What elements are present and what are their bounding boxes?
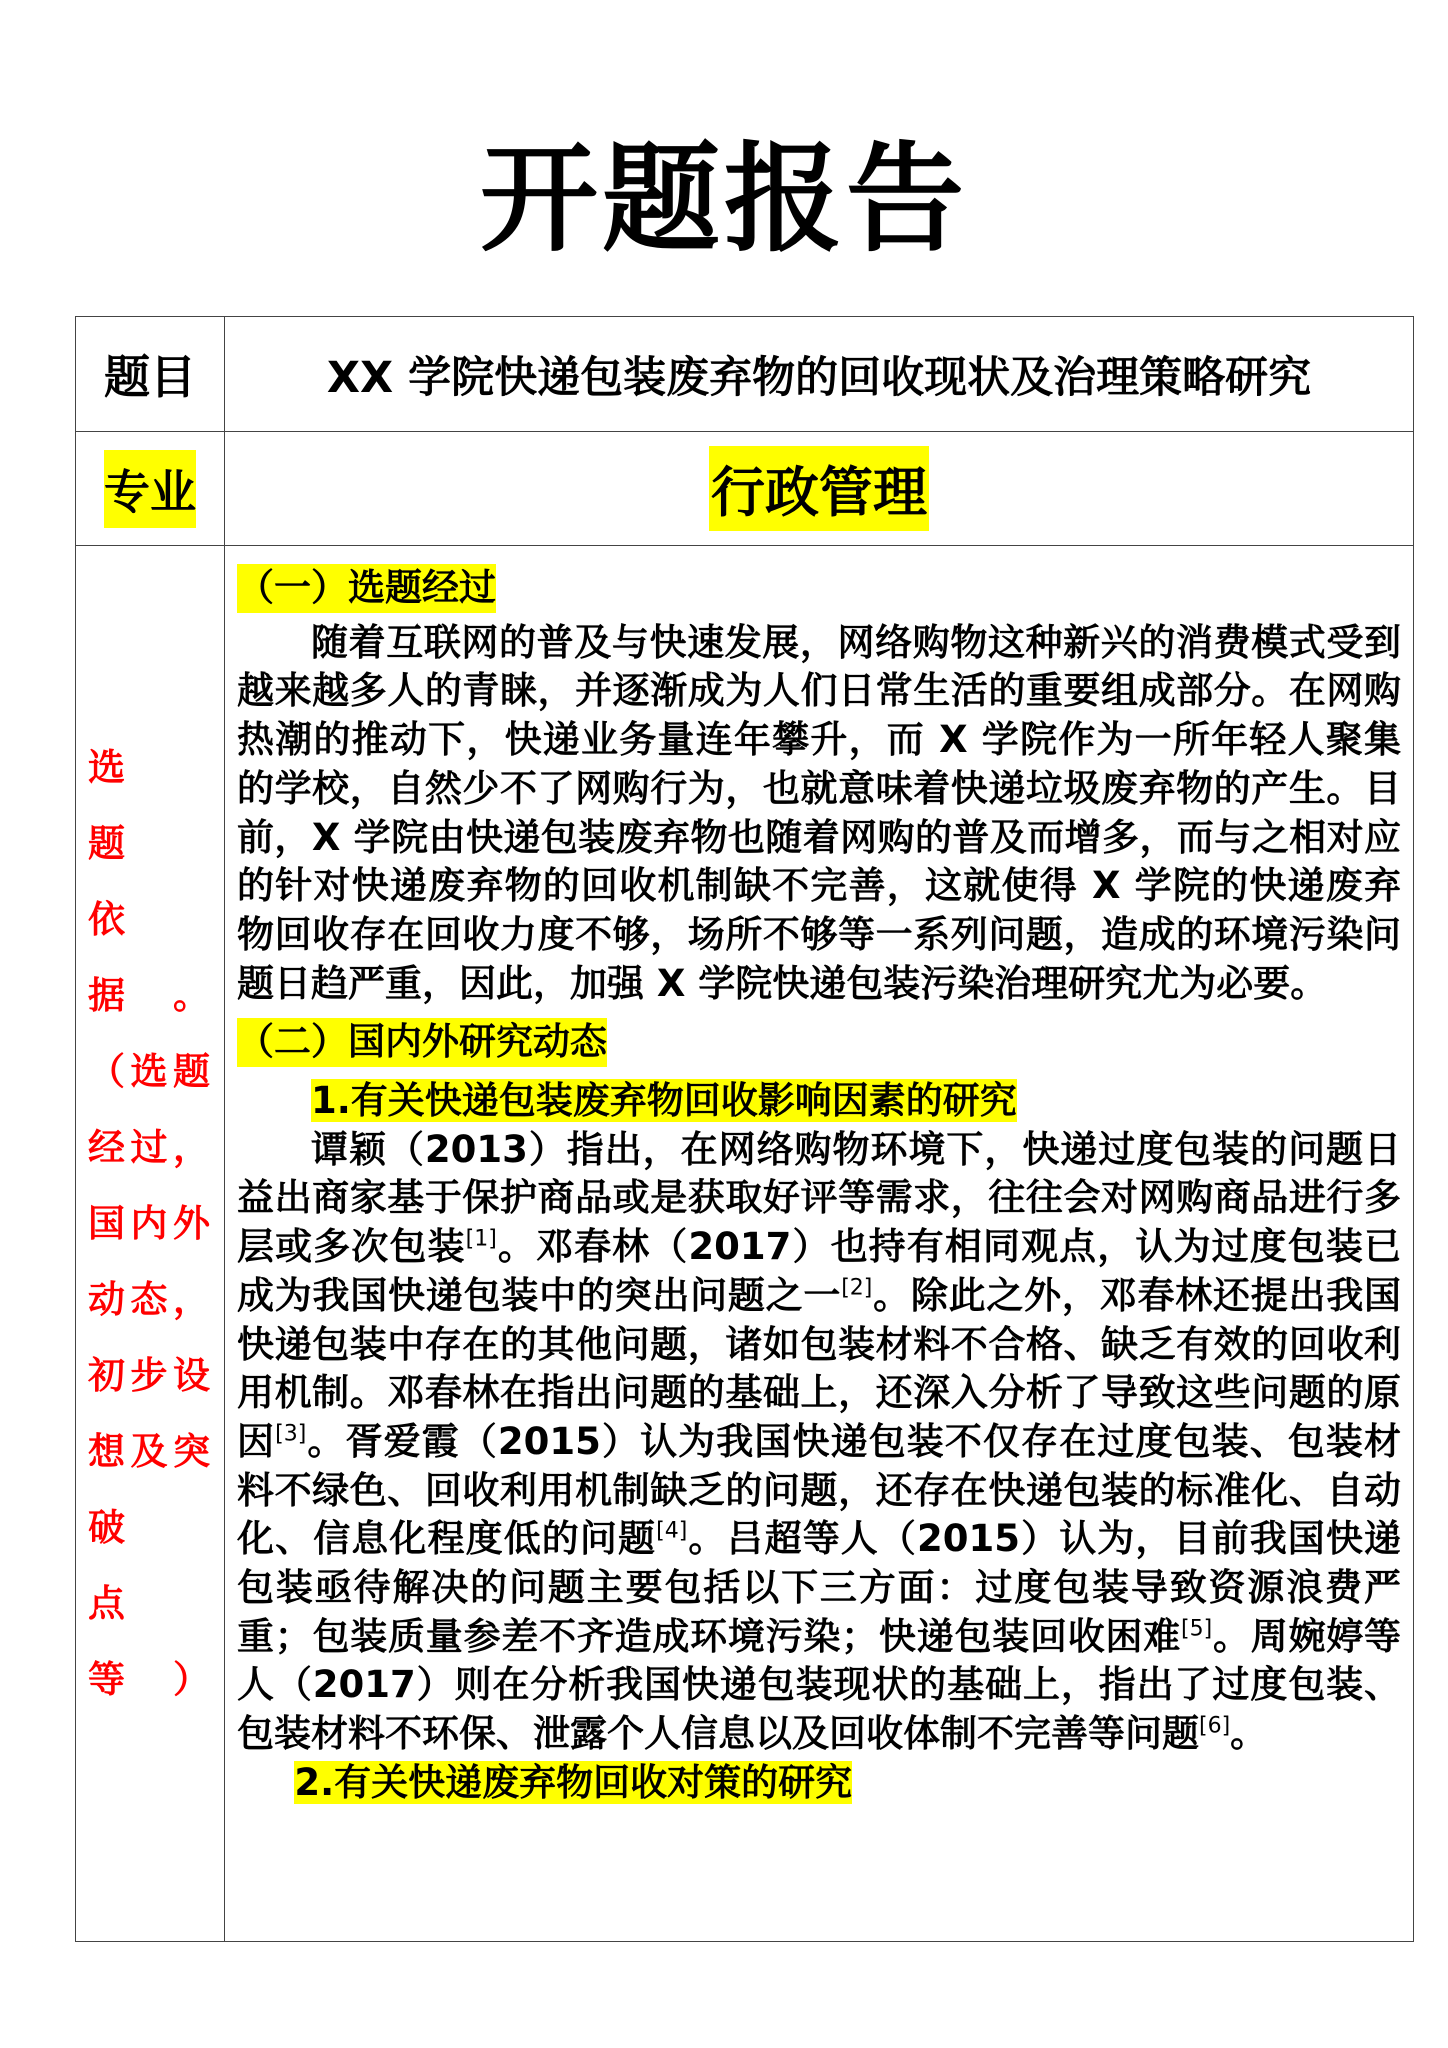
basis-label-cell xyxy=(76,546,225,1942)
topic-row xyxy=(76,317,1414,432)
side-label-line: 经过， xyxy=(88,1125,210,1169)
proposal-table xyxy=(75,316,1414,1942)
major-row xyxy=(76,432,1414,546)
citation-4: [4] xyxy=(656,1519,688,1545)
major-value-cell xyxy=(225,432,1414,546)
citation-1: [1] xyxy=(465,1226,497,1252)
side-label-line: 动态， xyxy=(88,1277,210,1321)
topic-label: 题目 xyxy=(104,350,196,404)
section2-paragraph: 谭颖（2013）指出，在网络购物环境下，快递过度包装的问题日益出商家基于保护商品或是获取好评等需求，往往会对网购商品进行多层或多次包装[1]。邓春林（2017）也持有相同观点，认为过度包装已成为我国快递包装中的突出问题之一[2]。除此之外，邓春林还提出我国快递包装中存在的其他问题，诸如包装材料不合格、缺乏有效的回收利用机制。邓春林在指出问题的基础上，还深入分析了导致这些问题的原因[3]。胥爱霞（2015）认为我国快递包装不仅存在过度包装、包装材料不绿色、回收利用机制缺乏的问题，还存在快递包装的标准化、自动化、信息化程度低的问题[4]。吕超等人（2015）认为，目前我国快递包装亟待解决的问题主要包括以下三方面：过度包装导致资源浪费严重；包装质量参差不齐造成环境污染；快递包装回收困难[5]。周婉婷等人（2017）则在分析我国快递包装现状的基础上，指出了过度包装、包装材料不环保、泄露个人信息以及回收体制不完善等问题[6]。 xyxy=(237,1127,1402,1756)
side-label-line: 选 题 xyxy=(88,745,199,865)
subsection2-heading: 2.有关快递废弃物回收对策的研究 xyxy=(294,1760,853,1804)
topic-value: XX 学院快递包装废弃物的回收现状及治理策略研究 xyxy=(326,352,1312,403)
side-label-line: 等） xyxy=(88,1657,210,1701)
side-label-line: 初步设 xyxy=(88,1353,210,1397)
citation-3: [3] xyxy=(275,1421,307,1447)
basis-content-cell xyxy=(225,546,1414,1942)
topic-value-cell xyxy=(225,317,1414,432)
basis-row xyxy=(76,546,1414,1942)
side-label-line: 国内外 xyxy=(88,1201,210,1245)
citation-6: [6] xyxy=(1199,1713,1231,1739)
side-label-line: 想及突 xyxy=(88,1429,210,1473)
section2-heading: （二）国内外研究动态 xyxy=(237,1018,607,1067)
major-value: 行政管理 xyxy=(709,446,929,531)
side-label-line: 破 点 xyxy=(88,1505,199,1625)
citation-2: [2] xyxy=(841,1275,873,1301)
side-label-line: （选题 xyxy=(88,1049,210,1093)
section1-paragraph: 随着互联网的普及与快速发展，网络购物这种新兴的消费模式受到越来越多人的青睐，并逐渐成为人们日常生活的重要组成部分。在网购热潮的推动下，快递业务量连年攀升，而 X 学院作为一所年轻人聚集的学校，自然少不了网购行为，也就意味着快递垃圾废弃物的产生。目前，X 学院由快递包装废弃物也随着网购的普及而增多，而与之相对应的针对快递废弃物的回收机制缺不完善，这就使得 X 学院的快递废弃物回收存在回收力度不够，场所不够等一系列问题，造成的环境污染问题日趋严重，因此，加强 X 学院快递包装污染治理研究尤为必要。 xyxy=(237,620,1401,1005)
section1-heading: （一）选题经过 xyxy=(237,564,496,613)
topic-label-cell xyxy=(76,317,225,432)
major-label-cell xyxy=(76,432,225,546)
document-title: 开题报告 xyxy=(479,130,968,268)
citation-5: [5] xyxy=(1181,1616,1213,1642)
subsection1-heading: 1.有关快递包装废弃物回收影响因素的研究 xyxy=(311,1079,1017,1123)
major-label: 专业 xyxy=(104,450,196,528)
side-label-line: 依 据。 xyxy=(88,897,210,1017)
